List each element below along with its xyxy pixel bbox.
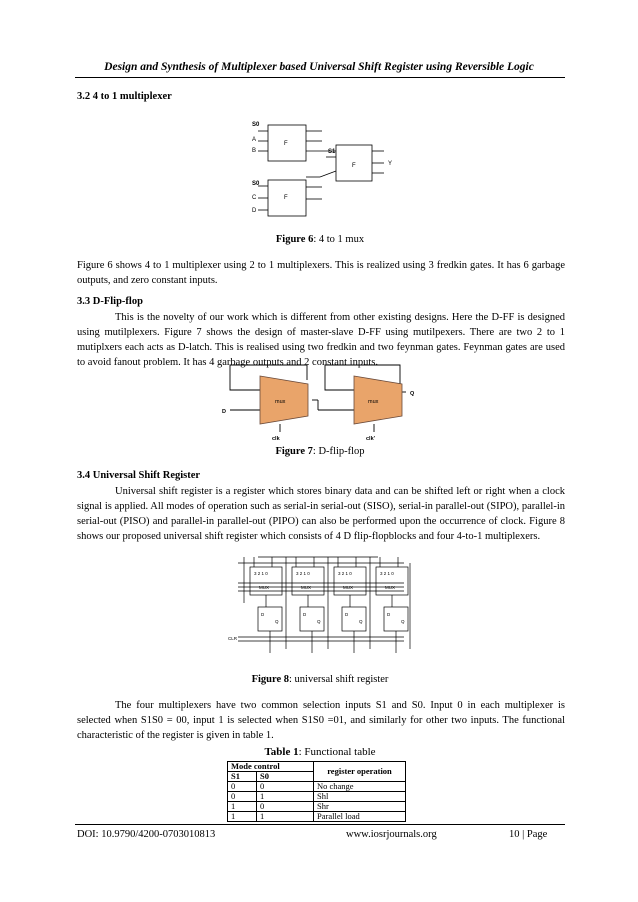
fig8-ff3-d: D [345, 612, 349, 617]
paragraph-usr-description: Universal shift register is a register which stores binary data and can be shifted left or right when a clock signal is applied. All modes of operation such as serial-in serial-out (SISO), serial-in parallel-out (SIPO), parallel-in serial-out (PISO) and parallel-in parallel-out (PIPO) can also be performed upon the occurrence of clock. Figure 8 shows our proposed universal shift register which consists of 4 D flip-flopblocks and four 4-to-1 multiplexers. [77, 486, 565, 542]
paragraph-dff-description: This is the novelty of our work which is different from other existing designs. Here the D-FF is designed using mutilplexers. Figure 7 shows the design of master-slave D-FF using mutilpexers. There are two 2 to 1 mutiplxers each acts as D-latch. This is realised using two fredkin and two feynman gates. Feynman gates are used to avoid fanout problem. It has 4 garbage outputs and 2 constant inputs. [77, 312, 565, 368]
table-cell-s0: 0 [257, 782, 314, 792]
figure-7-label: Figure 7 [275, 446, 313, 457]
fig8-ff2-q: Q [317, 619, 321, 624]
fig8-mux3-sel: 3 2 1 0 [338, 571, 352, 576]
fig8-label-clr: CLR [228, 636, 238, 641]
table-header-s0: S0 [257, 772, 314, 782]
table-cell-s0: 1 [257, 812, 314, 822]
fig7-label-q: Q [410, 391, 415, 397]
fig7-label-d: D [222, 409, 226, 415]
fig6-label-y: Y [388, 161, 393, 167]
figure-6-diagram [240, 115, 410, 220]
fig6-label-s0-top: S0 [252, 122, 260, 128]
table-cell-s1: 0 [228, 782, 257, 792]
table-cell-s1: 0 [228, 792, 257, 802]
table-header-s1: S1 [228, 772, 257, 782]
fig6-label-d: D [252, 208, 257, 214]
functional-table [227, 761, 406, 822]
footer-website: www.iosrjournals.org [346, 829, 437, 840]
fig7-label-clk-bar: clk' [366, 436, 375, 442]
fig8-ff2-d: D [303, 612, 307, 617]
table-row [228, 782, 406, 792]
table-1-caption [220, 746, 420, 758]
fig6-label-s1: S1 [328, 149, 336, 155]
table-1-caption-text: : Functional table [298, 746, 376, 758]
table-header-mode-control: Mode control [228, 762, 314, 772]
figure-6-caption [220, 234, 420, 245]
figure-6-label: Figure 6 [275, 234, 314, 245]
figure-8-caption [220, 674, 420, 685]
fig6-label-a: A [252, 137, 257, 143]
table-header-register-operation: register operation [314, 762, 406, 782]
table-1-label: Table 1 [264, 746, 299, 758]
figure-8-diagram [228, 553, 414, 667]
footer-rule [75, 824, 565, 825]
table-row [228, 812, 406, 822]
fig6-label-s0-bottom: S0 [252, 181, 260, 187]
fig6-label-f-right: F [352, 163, 356, 169]
footer-page-number: 10 | Page [509, 829, 548, 840]
fig6-label-b: B [252, 148, 257, 154]
figure-7-diagram [220, 362, 420, 444]
figure-7-caption-text: : D-flip-flop [312, 446, 365, 457]
fig8-mux4-label: MUX [385, 585, 395, 590]
table-cell-op: Shr [314, 802, 406, 812]
table-cell-s0: 1 [257, 792, 314, 802]
table-cell-s1: 1 [228, 812, 257, 822]
fig6-label-f-top: F [284, 141, 288, 147]
table-cell-op: No change [314, 782, 406, 792]
table-cell-op: Shl [314, 792, 406, 802]
fig8-ff1-d: D [261, 612, 265, 617]
figure-6-caption-text: : 4 to 1 mux [313, 234, 365, 245]
paragraph-selection-description: The four multiplexers have two common selection inputs S1 and S0. Input 0 in each multiplexer is selected when S1S0 = 00, input 1 is selected when S1S0 =01, and similarly for other two inputs. The functional characteristic of the register is given in table 1. [77, 700, 565, 741]
fig7-mux-label-2: mux [368, 399, 379, 405]
table-cell-op: Parallel load [314, 812, 406, 822]
fig8-mux1-label: MUX [259, 585, 269, 590]
table-cell-s0: 0 [257, 802, 314, 812]
fig8-mux2-sel: 3 2 1 0 [296, 571, 310, 576]
table-row [228, 802, 406, 812]
figure-8-caption-text: : universal shift register [289, 674, 389, 685]
fig8-mux1-sel: 3 2 1 0 [254, 571, 268, 576]
figure-7-caption [220, 446, 420, 457]
footer-doi: DOI: 10.9790/4200-0703010813 [77, 829, 216, 840]
figure-8-label: Figure 8 [251, 674, 289, 685]
fig8-mux2-label: MUX [301, 585, 311, 590]
paragraph-fig6-description: Figure 6 shows 4 to 1 multiplexer using 2 to 1 multiplexers. This is realized using 3 fredkin gates. It has 6 garbage outputs, and zero constant inputs. [77, 260, 565, 286]
fig8-ff4-q: Q [401, 619, 405, 624]
section-heading-3-3: 3.3 D-Flip-flop [77, 296, 143, 307]
fig8-ff3-q: Q [359, 619, 363, 624]
fig7-mux-label-1: mux [275, 399, 286, 405]
fig6-label-f-bottom: F [284, 195, 288, 201]
fig7-label-clk: clk [272, 436, 280, 442]
table-cell-s1: 1 [228, 802, 257, 812]
section-heading-3-4: 3.4 Universal Shift Register [77, 470, 201, 481]
fig8-ff4-d: D [387, 612, 391, 617]
header-rule [75, 77, 565, 78]
fig6-label-c: C [252, 195, 257, 201]
fig8-mux4-sel: 3 2 1 0 [380, 571, 394, 576]
section-heading-3-2: 3.2 4 to 1 multiplexer [77, 91, 172, 102]
running-header: Design and Synthesis of Multiplexer based Universal Shift Register using Reversible Logic [104, 61, 534, 73]
fig8-mux3-label: MUX [343, 585, 353, 590]
fig8-ff1-q: Q [275, 619, 279, 624]
table-row [228, 792, 406, 802]
